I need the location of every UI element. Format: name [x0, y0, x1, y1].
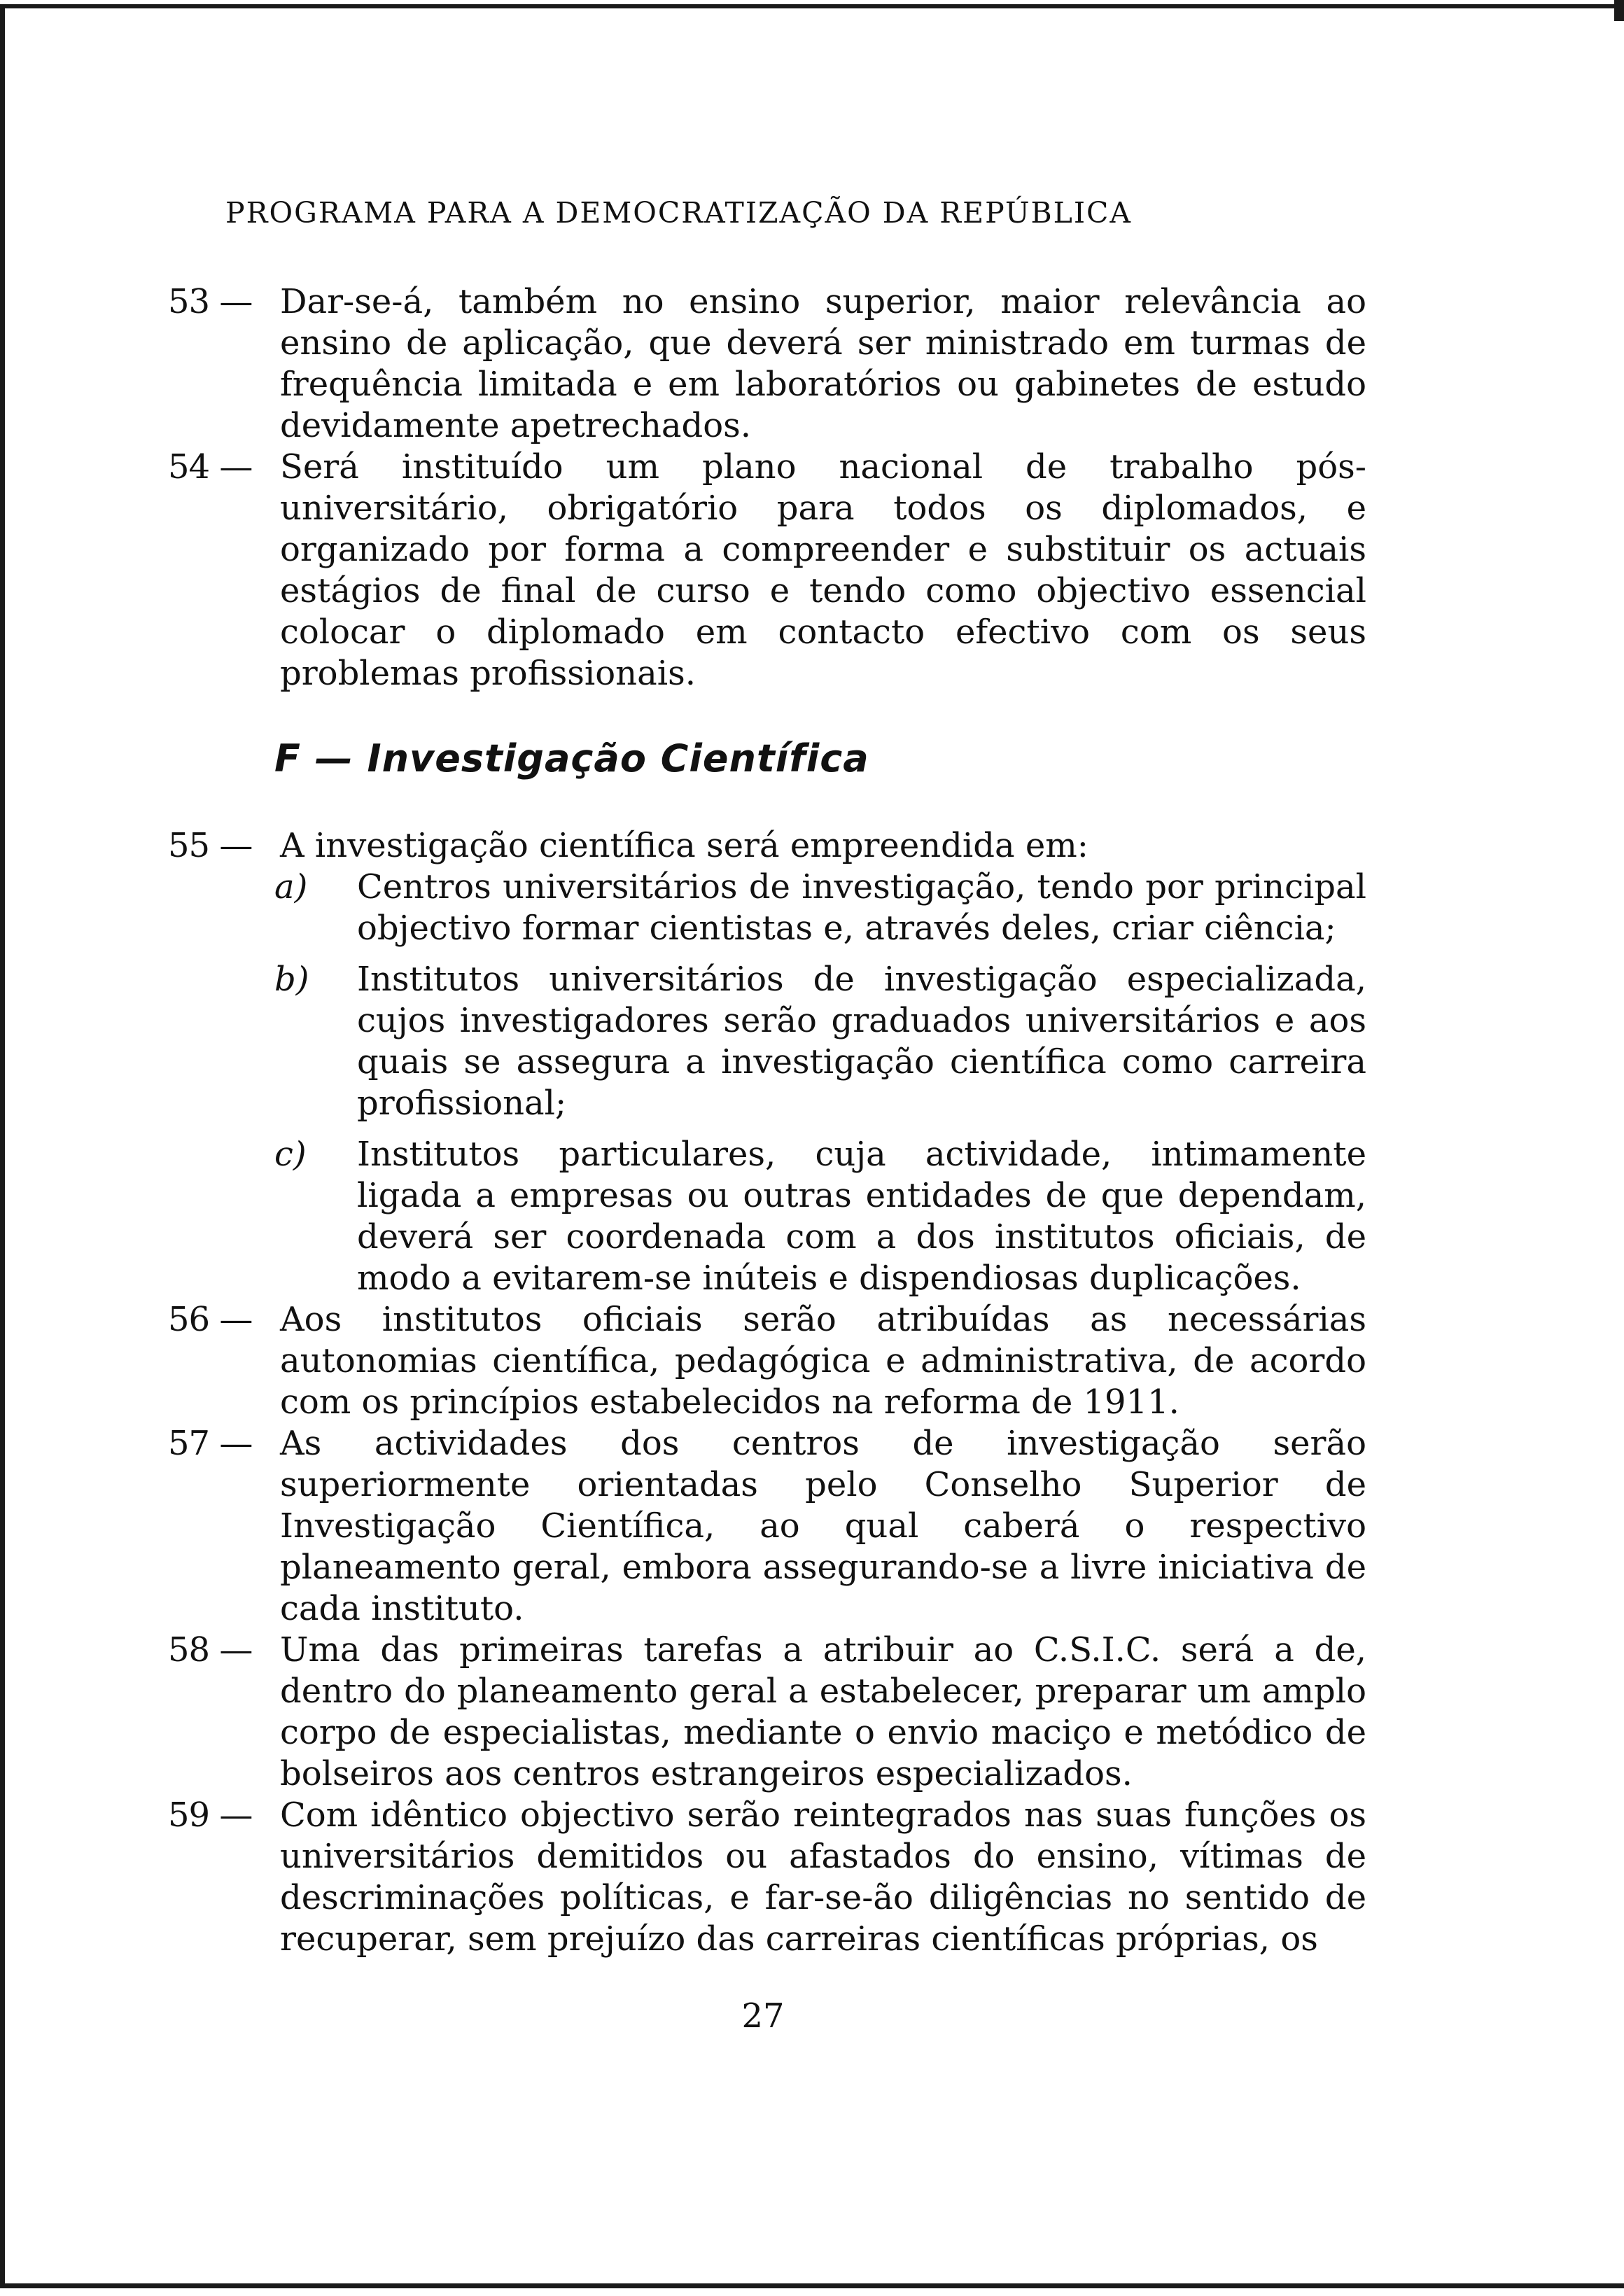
- subitem-b: [274, 959, 1366, 1124]
- paragraph-text: Aos institutos oficiais serão atribuídas as necessárias autonomias científica, pedagógica e administrativa, de acordo com os princípios estabelecidos na reforma de 1911.: [280, 1300, 1366, 1422]
- subitem-text: Institutos particulares, cuja actividade, intimamente ligada a empresas ou outras entidades de que dependam, deverá ser coordenada com a dos institutos oficiais, de modo a evitarem-se inúteis e dispendiosas duplicações.: [357, 1135, 1366, 1298]
- subitem-a: [274, 867, 1366, 949]
- paragraph-text: A investigação científica será empreendida em:: [280, 826, 1088, 865]
- paragraph-number: 56 —: [168, 1300, 253, 1339]
- paragraph-number: 58 —: [168, 1630, 253, 1670]
- paragraph-55: [168, 825, 1366, 867]
- paragraph-56: [168, 1299, 1366, 1423]
- paragraph-53: [168, 281, 1366, 447]
- paragraph-text: Dar-se-á, também no ensino superior, maior relevância ao ensino de aplicação, que deverá ser ministrado em turmas de frequência limitada e em laboratórios ou gabinetes de estudo devidamente apetrechados.: [280, 282, 1366, 445]
- paragraph-number: 57 —: [168, 1424, 253, 1463]
- subitem-letter: a): [274, 867, 308, 906]
- page-number: 27: [741, 1996, 785, 2036]
- paragraph-text: Com idêntico objectivo serão reintegrados nas suas funções os universitários demitidos ou afastados do ensino, vítimas de descriminações políticas, e far-se-ão diligências no sentido de recuperar, sem prejuízo das carreiras científicas próprias, os: [280, 1795, 1366, 1959]
- paragraph-57: [168, 1423, 1366, 1630]
- paragraph-text: Será instituído um plano nacional de trabalho pós-universitário, obrigatório para todos os diplomados, e organizado por forma a compreender e substituir os actuais estágios de final de curso e tendo como objectivo essencial colocar o diplomado em contacto efectivo com os seus problemas profissionais.: [280, 447, 1366, 693]
- paragraph-number: 59 —: [168, 1795, 253, 1835]
- paragraph-number: 53 —: [168, 282, 253, 321]
- paragraph-text: Uma das primeiras tarefas a atribuir ao C.S.I.C. será a de, dentro do planeamento geral a estabelecer, preparar um amplo corpo de especialistas, mediante o envio maciço e metódico de bolseiros aos centros estrangeiros especializados.: [280, 1630, 1366, 1793]
- paragraph-number: 54 —: [168, 447, 253, 486]
- scan-border-left: [0, 4, 5, 2288]
- scan-border-top: [0, 4, 1624, 8]
- section-heading: F — Investigação Científica: [274, 736, 869, 780]
- scan-border-corner: [1614, 0, 1624, 21]
- paragraph-text: As actividades dos centros de investigação serão superiormente orientadas pelo Conselho Superior de Investigação Científica, ao qual caberá o respectivo planeamento geral, embora assegurando-se a livre iniciativa de cada instituto.: [280, 1424, 1366, 1628]
- page-body: [168, 281, 1366, 1960]
- paragraph-54: [168, 447, 1366, 694]
- running-title: PROGRAMA PARA A DEMOCRATIZAÇÃO DA REPÚBLICA: [225, 196, 1133, 230]
- subitem-text: Centros universitários de investigação, tendo por principal objectivo formar cientistas e, através deles, criar ciência;: [357, 867, 1366, 948]
- subitem-c: [274, 1134, 1366, 1299]
- paragraph-59: [168, 1795, 1366, 1960]
- paragraph-number: 55 —: [168, 826, 253, 865]
- subitem-letter: b): [274, 960, 309, 999]
- subitem-letter: c): [274, 1135, 307, 1174]
- paragraph-58: [168, 1630, 1366, 1795]
- subitem-text: Institutos universitários de investigação especializada, cujos investigadores serão graduados universitários e aos quais se assegura a investigação científica como carreira profissional;: [357, 960, 1366, 1123]
- scan-border-bottom: [0, 2283, 1624, 2288]
